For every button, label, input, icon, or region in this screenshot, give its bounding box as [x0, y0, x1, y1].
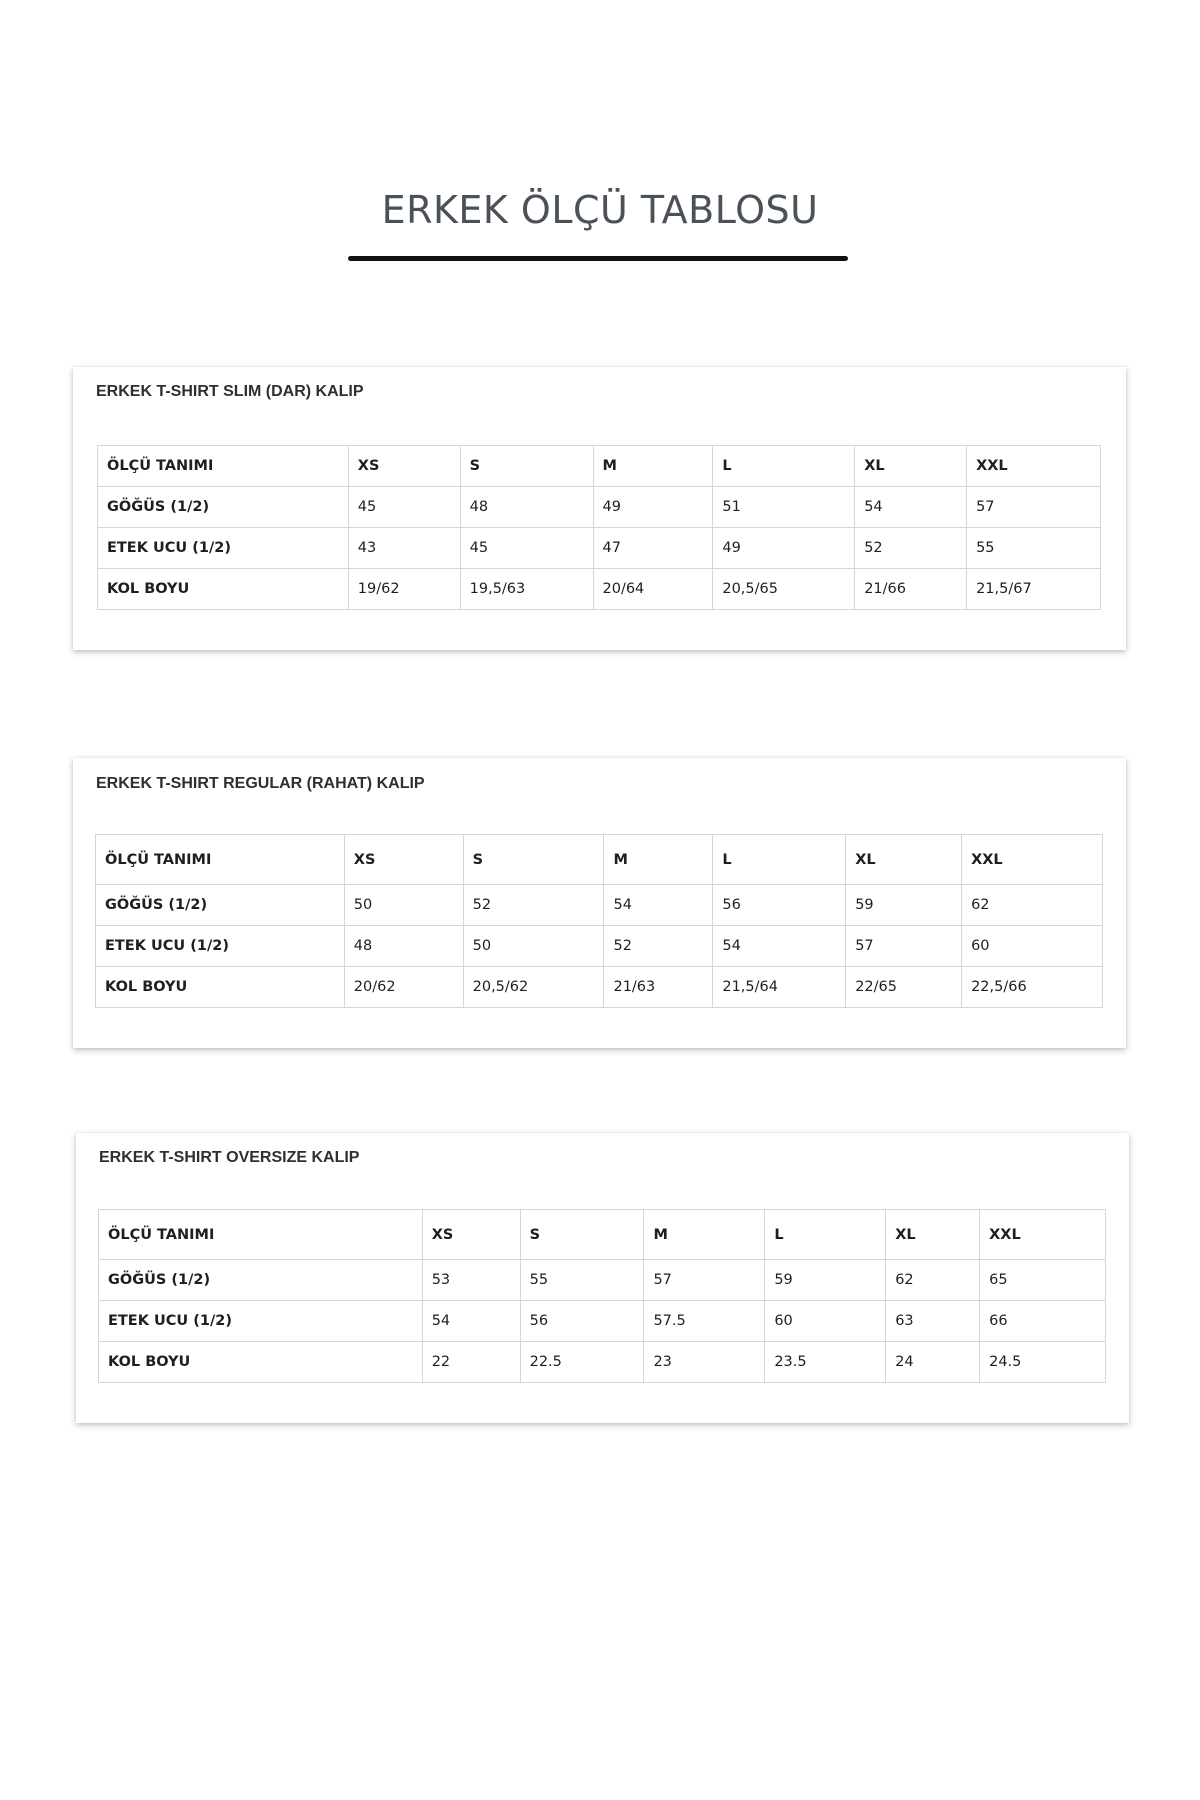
table-cell: 52 — [855, 528, 967, 569]
header-cell: XS — [348, 446, 460, 487]
table-cell: 48 — [344, 926, 463, 967]
size-table-oversize — [98, 1209, 1106, 1383]
header-cell: S — [463, 835, 604, 885]
table-cell: 65 — [980, 1260, 1106, 1301]
header-cell: XXL — [962, 835, 1103, 885]
header-cell: ÖLÇÜ TANIMI — [98, 446, 349, 487]
row-label: GÖĞÜS (1/2) — [99, 1260, 423, 1301]
table-cell: 23 — [644, 1342, 765, 1383]
size-card-regular — [73, 758, 1126, 1048]
table-cell: 57 — [846, 926, 962, 967]
card-title: ERKEK T-SHIRT REGULAR (RAHAT) KALIP — [96, 775, 425, 792]
table-row — [99, 1260, 1106, 1301]
table-cell: 60 — [962, 926, 1103, 967]
table-cell: 20,5/62 — [463, 967, 604, 1008]
table-cell: 49 — [593, 487, 713, 528]
table-cell: 20/64 — [593, 569, 713, 610]
table-header-row — [98, 446, 1101, 487]
table-cell: 55 — [967, 528, 1101, 569]
table-cell: 22 — [422, 1342, 520, 1383]
table-cell: 55 — [520, 1260, 644, 1301]
table-cell: 48 — [460, 487, 593, 528]
table-cell: 57 — [644, 1260, 765, 1301]
table-cell: 59 — [765, 1260, 886, 1301]
size-card-oversize — [76, 1133, 1129, 1423]
row-label: ETEK UCU (1/2) — [98, 528, 349, 569]
size-card-slim — [73, 367, 1126, 650]
table-cell: 45 — [460, 528, 593, 569]
table-cell: 52 — [604, 926, 713, 967]
table-cell: 52 — [463, 885, 604, 926]
header-cell: XS — [344, 835, 463, 885]
table-cell: 43 — [348, 528, 460, 569]
table-cell: 20/62 — [344, 967, 463, 1008]
row-label: ETEK UCU (1/2) — [99, 1301, 423, 1342]
table-cell: 19,5/63 — [460, 569, 593, 610]
table-row — [99, 1301, 1106, 1342]
table-cell: 57 — [967, 487, 1101, 528]
table-header-row — [99, 1210, 1106, 1260]
card-title: ERKEK T-SHIRT OVERSIZE KALIP — [99, 1149, 360, 1166]
table-cell: 22.5 — [520, 1342, 644, 1383]
size-table-slim — [97, 445, 1101, 610]
table-cell: 56 — [713, 885, 846, 926]
table-cell: 45 — [348, 487, 460, 528]
table-cell: 22/65 — [846, 967, 962, 1008]
size-table-regular — [95, 834, 1103, 1008]
table-row — [96, 926, 1103, 967]
table-cell: 54 — [604, 885, 713, 926]
row-label: KOL BOYU — [99, 1342, 423, 1383]
row-label: GÖĞÜS (1/2) — [98, 487, 349, 528]
header-cell: XXL — [980, 1210, 1106, 1260]
table-cell: 57.5 — [644, 1301, 765, 1342]
header-cell: M — [644, 1210, 765, 1260]
table-cell: 51 — [713, 487, 855, 528]
table-row — [96, 885, 1103, 926]
table-row — [98, 487, 1101, 528]
header-cell: ÖLÇÜ TANIMI — [96, 835, 345, 885]
table-cell: 54 — [713, 926, 846, 967]
header-cell: ÖLÇÜ TANIMI — [99, 1210, 423, 1260]
page-title: ERKEK ÖLÇÜ TABLOSU — [381, 188, 819, 232]
table-header-row — [96, 835, 1103, 885]
table-row — [99, 1342, 1106, 1383]
header-cell: S — [520, 1210, 644, 1260]
table-cell: 21,5/67 — [967, 569, 1101, 610]
table-cell: 20,5/65 — [713, 569, 855, 610]
table-cell: 54 — [422, 1301, 520, 1342]
title-underline — [348, 256, 848, 261]
table-cell: 54 — [855, 487, 967, 528]
header-cell: XL — [886, 1210, 980, 1260]
header-cell: S — [460, 446, 593, 487]
card-title: ERKEK T-SHIRT SLIM (DAR) KALIP — [96, 383, 364, 400]
table-cell: 62 — [962, 885, 1103, 926]
header-cell: M — [604, 835, 713, 885]
row-label: KOL BOYU — [96, 967, 345, 1008]
header-cell: L — [713, 446, 855, 487]
table-cell: 50 — [463, 926, 604, 967]
header-cell: M — [593, 446, 713, 487]
table-cell: 49 — [713, 528, 855, 569]
table-cell: 53 — [422, 1260, 520, 1301]
table-cell: 60 — [765, 1301, 886, 1342]
header-cell: L — [713, 835, 846, 885]
row-label: GÖĞÜS (1/2) — [96, 885, 345, 926]
table-cell: 63 — [886, 1301, 980, 1342]
table-cell: 21/66 — [855, 569, 967, 610]
table-cell: 21/63 — [604, 967, 713, 1008]
row-label: KOL BOYU — [98, 569, 349, 610]
table-row — [98, 569, 1101, 610]
table-row — [98, 528, 1101, 569]
table-cell: 56 — [520, 1301, 644, 1342]
header-cell: XS — [422, 1210, 520, 1260]
table-cell: 21,5/64 — [713, 967, 846, 1008]
row-label: ETEK UCU (1/2) — [96, 926, 345, 967]
table-cell: 24 — [886, 1342, 980, 1383]
table-cell: 47 — [593, 528, 713, 569]
table-cell: 66 — [980, 1301, 1106, 1342]
table-cell: 23.5 — [765, 1342, 886, 1383]
header-cell: XXL — [967, 446, 1101, 487]
table-cell: 50 — [344, 885, 463, 926]
table-cell: 19/62 — [348, 569, 460, 610]
header-cell: XL — [846, 835, 962, 885]
table-cell: 62 — [886, 1260, 980, 1301]
header-cell: XL — [855, 446, 967, 487]
header-cell: L — [765, 1210, 886, 1260]
table-row — [96, 967, 1103, 1008]
table-cell: 59 — [846, 885, 962, 926]
table-cell: 24.5 — [980, 1342, 1106, 1383]
table-cell: 22,5/66 — [962, 967, 1103, 1008]
